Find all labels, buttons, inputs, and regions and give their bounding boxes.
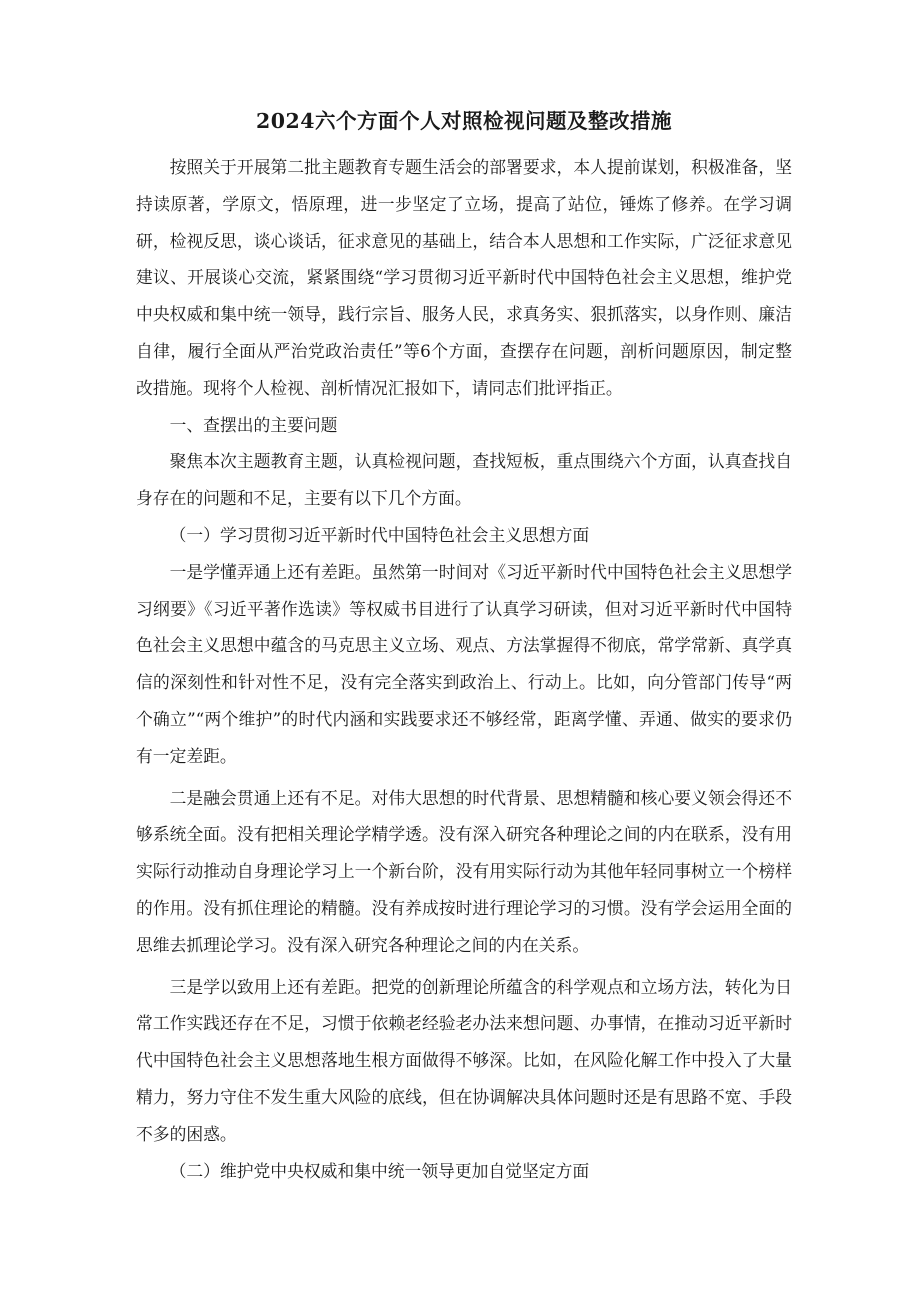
subsection-heading-authority: （二）维护党中央权威和集中统一领导更加自觉坚定方面: [169, 1160, 590, 1181]
intro-paragraph: 按照关于开展第二批主题教育专题生活会的部署要求，本人提前谋划，积极准备，坚持读原著，学原文，悟原理，进一步坚定了立场，提高了站位，锤炼了修养。在学习调研，检视反思，谈心谈话，征求意见的基础上，结合本人思想和工作实际，广泛征求意见建议、开展谈心交流，紧紧围绕“学习贯彻习近平新时代中国特色社会主义思想，维护党中央权威和集中统一领导，践行宗旨、服务人民，求真务实、狠抓落实，以身作则、廉洁自律，履行全面从严治党政治责任”等6个方面，查摆存在问题，剖析问题原因，制定整改措施。现将个人检视、剖析情况汇报如下，请同志们批评指正。: [136, 157, 792, 398]
section-heading-problems: 一、查摆出的主要问题: [169, 414, 338, 435]
body-paragraph-integration: 二是融会贯通上还有不足。对伟大思想的时代背景、思想精髓和核心要义领会得还不够系统全面。没有把相关理论学精学透。没有深入研究各种理论之间的内在联系，没有用实际行动推动自身理论学习上一个新台阶，没有用实际行动为其他年轻同事树立一个榜样的作用。没有抓住理论的精髓。没有养成按时进行理论学习的习惯。没有学会运用全面的思维去抓理论学习。没有深入研究各种理论之间的内在关系。: [136, 787, 792, 955]
body-paragraph-understanding: 一是学懂弄通上还有差距。虽然第一时间对《习近平新时代中国特色社会主义思想学习纲要》《习近平著作选读》等权威书目进行了认真学习研读，但对习近平新时代中国特色社会主义思想中蕴含的马克思主义立场、观点、方法掌握得不彻底，常学常新、真学真信的深刻性和针对性不足，没有完全落实到政治上、行动上。比如，向分管部门传导“两个确立”“两个维护”的时代内涵和实践要求还不够经常，距离学懂、弄通、做实的要求仍有一定差距。: [136, 561, 792, 766]
document-title: 2024六个方面个人对照检视问题及整改措施: [255, 109, 673, 133]
document-body: [136, 102, 792, 1189]
section-intro-paragraph: 聚焦本次主题教育主题，认真检视问题，查找短板，重点围绕六个方面，认真查找自身存在的问题和不足，主要有以下几个方面。: [136, 451, 792, 509]
subsection-heading-study: （一）学习贯彻习近平新时代中国特色社会主义思想方面: [169, 524, 590, 545]
body-paragraph-application: 三是学以致用上还有差距。把党的创新理论所蕴含的科学观点和立场方法，转化为日常工作实践还存在不足，习惯于依赖老经验老办法来想问题、办事情，在推动习近平新时代中国特色社会主义思想落地生根方面做得不够深。比如，在风险化解工作中投入了大量精力，努力守住不发生重大风险的底线，但在协调解决具体问题时还是有思路不宽、手段不多的困惑。: [136, 976, 792, 1144]
